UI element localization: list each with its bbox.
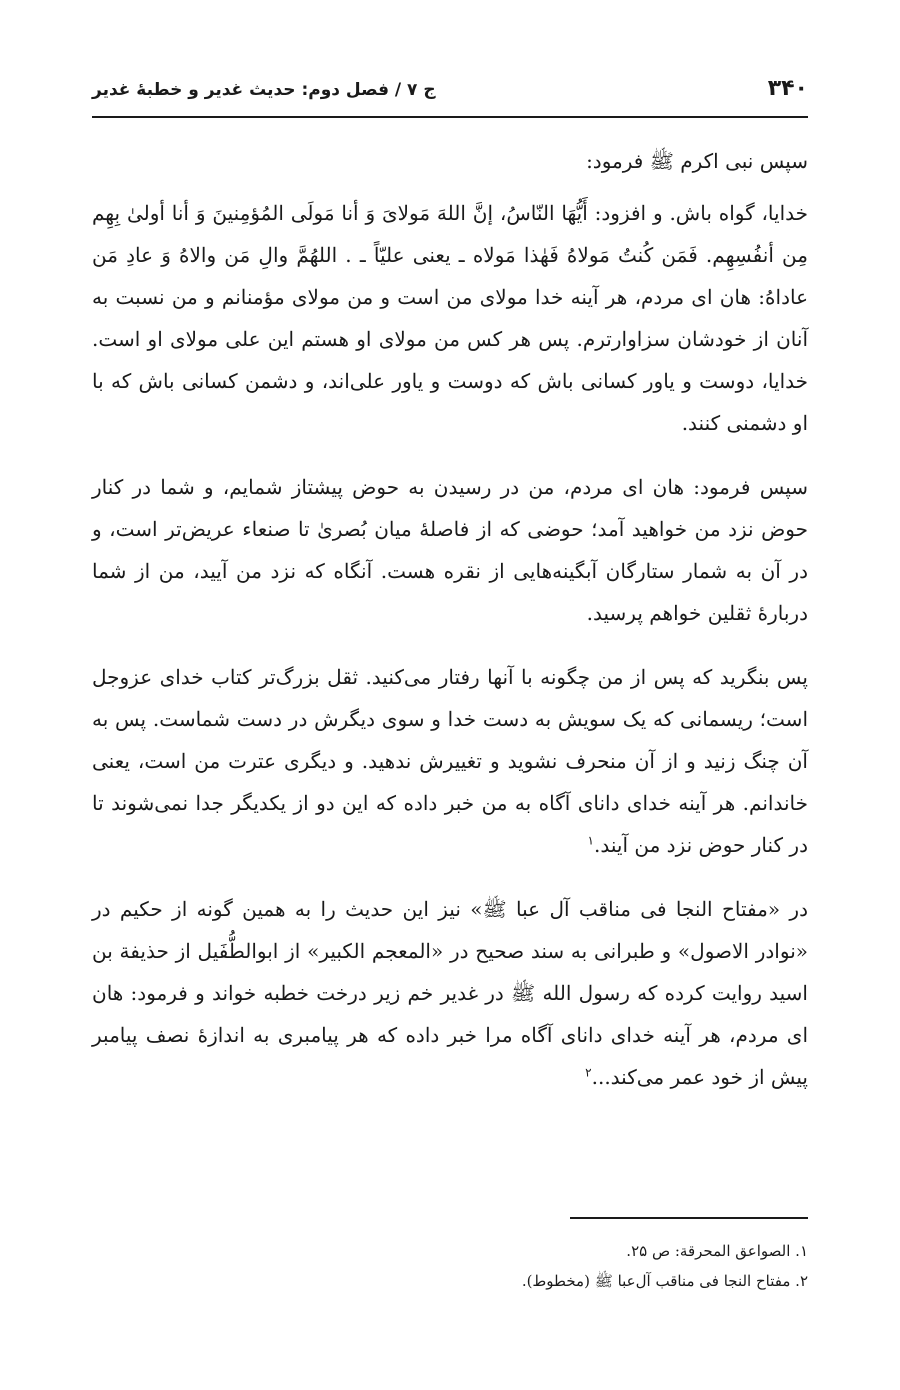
footnote-ref-1[interactable]: ۱	[587, 833, 594, 848]
paragraph-4-text: در «مفتاح النجا فی مناقب آل عبا ﷺ» نیز این حدیث را به همین گونه از حکیم در «نوادر الاصول» و طبرانی به سند صحیح در «المعجم الکبیر» از ابوالطُّفَیل از حذیفة بن اسید روایت کرده که رسول الله ﷺ در غدیر خم زیر درخت خطبه خواند و فرمود: هان ای مردم، هر آینه خدای دانای آگاه مرا خبر داده که هر پیامبری به اندازهٔ نصف پیامبر پیش از خود عمر می‌کند...	[92, 897, 808, 1089]
running-head: ج ۷ / فصل دوم: حدیث غدیر و خطبهٔ غدیر	[92, 80, 436, 100]
footnote-1: ۱. الصواعق المحرقة: ص ۲۵.	[626, 1242, 808, 1260]
paragraph-2: سپس فرمود: هان ای مردم، من در رسیدن به حوض پیشتاز شمایم، و شما در کنار حوض نزد من خواهید آمد؛ حوضی که از فاصلهٔ میان بُصریٰ تا صنعاء عریض‌تر است، و در آن به شمار ستارگان آبگینه‌هایی از نقره هست. آنگاه که نزد من آیید، من از شما دربارهٔ ثقلین خواهم پرسید.	[92, 475, 808, 625]
paragraph-1: خدایا، گواه باش. و افزود: أَیُّهَا النّاسُ، إنَّ اللهَ مَولایَ وَ أنا مَولَی المُؤمِنینَ وَ أنا أولیٰ بِهِم مِن أنفُسِهِم. فَمَن کُنتُ مَولاهُ فَهٰذا مَولاه ـ یعنی علیّاً ـ . اللهُمَّ والِ مَن والاهُ وَ عادِ مَن عاداهُ: هان ای مردم، هر آینه خدا مولای من است و من مولای مؤمنانم و من نسبت به آنان از خودشان سزاوارترم. پس هر کس من مولای او هستم این علی مولای او است. خدایا، دوست و یاور کسانی باش که دوست و یاور علی‌اند، و دشمن کسانی باش که با او دشمنی کنند.	[92, 201, 808, 435]
paragraph-4	[92, 888, 808, 1098]
footnote-divider	[570, 1217, 808, 1219]
book-page	[92, 0, 808, 1390]
body-text	[92, 140, 808, 1120]
footnote-ref-2[interactable]: ۲	[585, 1065, 592, 1080]
page-header	[92, 72, 808, 118]
page-number: ۳۴۰	[767, 76, 808, 101]
paragraph-3-text: پس بنگرید که پس از من چگونه با آنها رفتار می‌کنید. ثقل بزرگ‌تر کتاب خدای عزوجل است؛ ریسمانی که یک سویش به دست خدا و سوی دیگرش در دست شماست. پس به آن چنگ زنید و از آن منحرف نشوید و تغییرش ندهید. و دیگری عترت من است، یعنی خاندانم. هر آینه خدای دانای آگاه به من خبر داده که این دو از یکدیگر جدا نمی‌شوند تا در کنار حوض نزد من آیند.	[92, 665, 808, 857]
paragraph-3	[92, 656, 808, 866]
intro-line: سپس نبی اکرم ﷺ فرمود:	[586, 149, 808, 173]
footnotes	[92, 1236, 808, 1296]
footnote-2: ۲. مفتاح النجا فی مناقب آل‌عبا ﷺ (مخطوط).	[521, 1272, 808, 1290]
